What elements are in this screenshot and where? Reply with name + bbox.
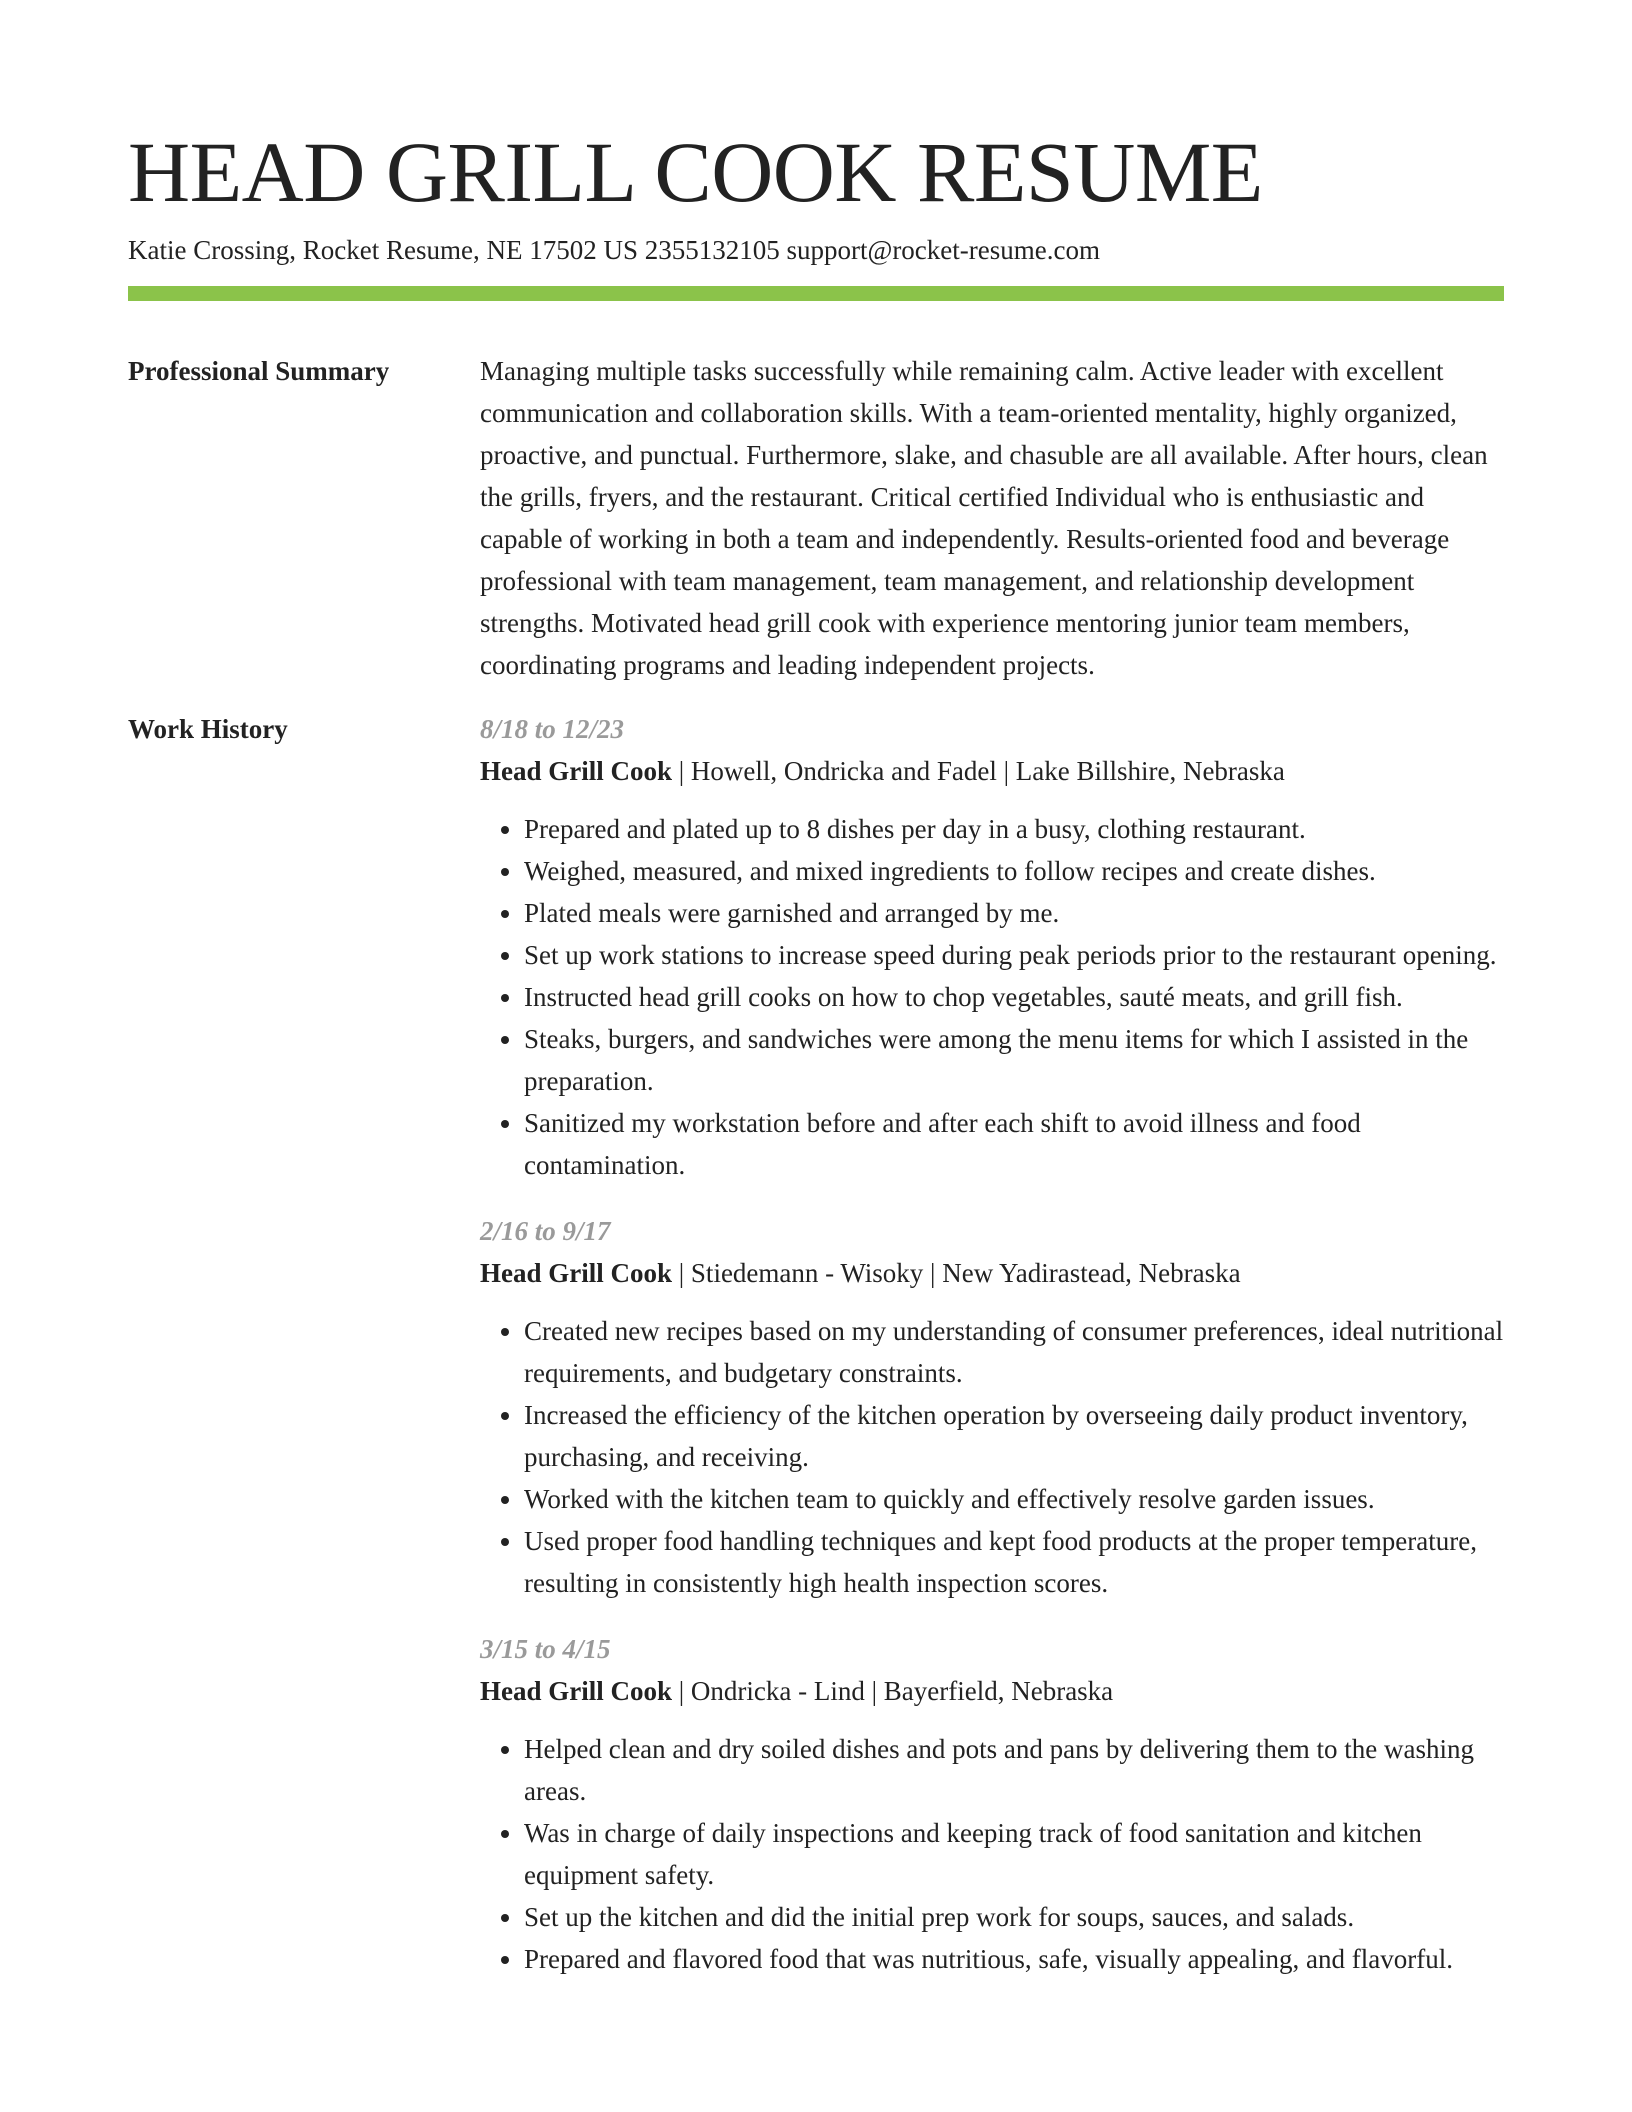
job-duty-item: • Helped clean and dry soiled dishes and pots and pans by delivering them to the washing areas. [524,1728,1504,1812]
job-title: Head Grill Cook [480,756,673,786]
work-history-body [480,708,1504,2004]
job-employer-location: | Ondricka - Lind | Bayerfield, Nebraska [672,1676,1114,1706]
job-duty-item: • Set up work stations to increase speed during peak periods prior to the restaurant opening. [524,934,1504,976]
work-history-section [128,708,1504,2004]
job-duty-item: • Used proper food handling techniques and kept food products at the proper temperature, resulting in consistently high health inspection scores. [524,1520,1504,1604]
job-duty-item: • Was in charge of daily inspections and keeping track of food sanitation and kitchen equipment safety. [524,1812,1504,1896]
job-duty-item: • Created new recipes based on my understanding of consumer preferences, ideal nutritional requirements, and budgetary constraints. [524,1310,1504,1394]
section-label-work-history: Work History [128,714,288,744]
job-duties-list [480,808,1504,1186]
summary-text: Managing multiple tasks successfully while remaining calm. Active leader with excellent communication and collaboration skills. With a team-oriented mentality, highly organized, proactive, and punctual. Furthermore, slake, and chasuble are all available. After hours, clean the grills, fryers, and the restaurant. Critical certified Individual who is enthusiastic and capable of working in both a team and independently. Results-oriented food and beverage professional with team management, team management, and relationship development strengths. Motivated head grill cook with experience mentoring junior team members, coordinating programs and leading independent projects. [480,356,1488,680]
job-heading [480,750,1504,792]
job-duty-item: • Instructed head grill cooks on how to chop vegetables, sauté meats, and grill fish. [524,976,1504,1018]
job-duty-item: • Worked with the kitchen team to quickly and effectively resolve garden issues. [524,1478,1504,1520]
job-entry [480,1628,1504,1980]
job-duty-item: • Weighed, measured, and mixed ingredients to follow recipes and create dishes. [524,850,1504,892]
job-duty-item: • Increased the efficiency of the kitchen operation by overseeing daily product inventory, purchasing, and receiving. [524,1394,1504,1478]
job-dates: 8/18 to 12/23 [480,714,625,744]
resume-title: HEAD GRILL COOK RESUME [128,124,1263,220]
job-title: Head Grill Cook [480,1258,673,1288]
job-duty-item: • Prepared and flavored food that was nutritious, safe, visually appealing, and flavorful. [524,1938,1504,1980]
job-heading [480,1670,1504,1712]
job-entry [480,1210,1504,1604]
job-dates: 3/15 to 4/15 [480,1634,611,1664]
job-duty-item: • Prepared and plated up to 8 dishes per day in a busy, clothing restaurant. [524,808,1504,850]
job-entry [480,708,1504,1186]
job-employer-location: | Stiedemann - Wisoky | New Yadirastead, Nebraska [672,1258,1241,1288]
contact-line: Katie Crossing, Rocket Resume, NE 17502 US 2355132105 support@rocket-resume.com [128,235,1100,265]
job-duty-item: • Set up the kitchen and did the initial prep work for soups, sauces, and salads. [524,1896,1504,1938]
job-dates: 2/16 to 9/17 [480,1216,611,1246]
job-duty-item: • Plated meals were garnished and arranged by me. [524,892,1504,934]
job-duties-list [480,1728,1504,1980]
job-duty-item: • Sanitized my workstation before and after each shift to avoid illness and food contamination. [524,1102,1504,1186]
job-duties-list [480,1310,1504,1604]
job-title: Head Grill Cook [480,1676,673,1706]
section-label-summary: Professional Summary [128,356,390,386]
summary-body [480,350,1504,686]
job-heading [480,1252,1504,1294]
resume-content [128,350,1504,2026]
accent-divider [128,286,1504,301]
professional-summary-section [128,350,1504,686]
job-duty-item: • Steaks, burgers, and sandwiches were among the menu items for which I assisted in the preparation. [524,1018,1504,1102]
job-employer-location: | Howell, Ondricka and Fadel | Lake Billshire, Nebraska [672,756,1285,786]
